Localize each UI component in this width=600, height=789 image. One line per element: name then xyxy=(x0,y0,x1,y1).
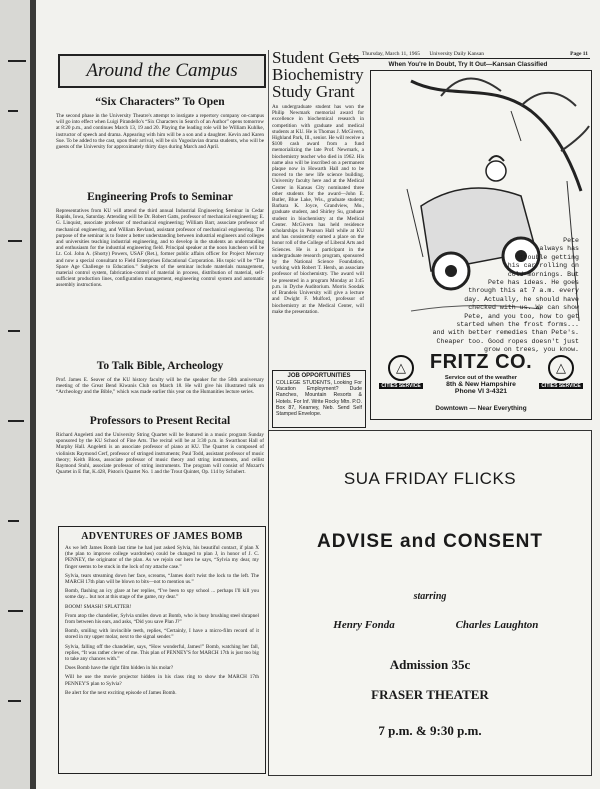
movie-title: ADVISE and CONSENT xyxy=(317,531,543,552)
admission-price: Admission 35c xyxy=(389,657,471,672)
bomb-paragraph: From atop the chandelier, Sylvia smiles down at Bomb, who is busy brushing steel shrapnel from between his ears, and asks, “Did you save Plan J?” xyxy=(65,612,259,626)
masthead-tagline: When You're In Doubt, Try It Out—Kansan Classified xyxy=(388,61,548,68)
fritz-service-line: Service out of the weather xyxy=(444,375,518,381)
star-name: Charles Laughton xyxy=(455,619,539,631)
ad-line: Pete has ideas. He goes xyxy=(487,279,579,287)
study-headline: Student Gets Biochemistry Study Grant xyxy=(272,48,364,101)
sua-flicks-ad xyxy=(268,430,592,776)
bomb-paragraph: Be alert for the next exciting episode of James Bomb. xyxy=(65,689,177,696)
triangle-icon: △ xyxy=(388,355,414,381)
job-title: JOB OPPORTUNITIES xyxy=(287,373,351,379)
show-times: 7 p.m. & 9:30 p.m. xyxy=(378,723,482,738)
story-headline: Professors to Present Recital xyxy=(89,415,231,427)
bomb-paragraph: Does Bomb have the right film hidden in his molar? xyxy=(65,665,174,672)
ad-line: Cheaper too. Good ropes doesn't just xyxy=(436,337,579,345)
ad-line: day. Actually, he should have xyxy=(464,295,579,303)
masthead xyxy=(362,51,588,57)
bomb-paragraph: Bomb, flashing an icy glare at her replies, “I've been to spy school ... perhaps I'll kill you some day... but not at this stage of the game, my dear.” xyxy=(65,588,259,601)
masthead-paper: University Daily Kansan xyxy=(429,51,485,57)
story-body: Prof. James E. Seaver of the KU history faculty will be the speaker for the 50th anniversary meeting of the Great Bend Kiwanis Club on March 18. He will give his illustrated talk on “Archeology and the Bible,” which was made earlier this year on the Humanities lecture series. xyxy=(56,377,264,396)
bomb-paragraph: Sylvia, falling off the chandelier, says, “How wonderful, James!” Bomb, watching her fall, replies, “It was rather clever of me. This plan of PENNEY'S for MARCH 17th is just too big to take any chances with.” xyxy=(65,643,259,663)
story-headline: Engineering Profs to Seminar xyxy=(87,191,233,203)
ad-line: always has xyxy=(539,245,579,253)
ad-line: Pete, and you too, how to get xyxy=(464,312,579,320)
story-headline: “Six Characters” To Open xyxy=(95,96,225,108)
fritz-info xyxy=(429,351,533,395)
bomb-paragraph: BOOM! SMASH! SPLATTER! xyxy=(65,603,132,610)
bomb-paragraph: Bomb, smiling with invincible teeth, replies, “Certainly, I have a micro-film record of it stored in my upper molar, next to the signal sender.” xyxy=(65,628,259,641)
bomb-title: ADVENTURES OF JAMES BOMB xyxy=(81,531,243,542)
fritz-footer: Downtown — Near Everything xyxy=(435,405,527,412)
job-opportunities-ad xyxy=(272,370,366,428)
fritz-address: 8th & New Hampshire xyxy=(446,381,516,388)
masthead-page: Page 11 xyxy=(570,51,588,57)
ad-line: trouble getting xyxy=(519,253,579,261)
fritz-name: FRITZ CO. xyxy=(429,351,533,373)
story-body: Richard Angeletti and the University String Quartet will be featured in a music program Sunday sponsored by the KU School of Fine Arts. The recital will be at 3:30 p.m. in Swarthout Hall of Murphy Hall. Angeletti is an associate professor of piano at KU. The Quartet is composed of violinists Raymond Cerf, professor of stringed instruments; Paul Todd, assistant professor of music theory; Keith Bloss, associate professor of music theory and string instruments, and cellist Raymond Stuhl, associate professor of string instruments. The program will consist of Mozart's Quartet in E flat, K.428, Piston's Quartet No. 1 and the Trout Quintet, Op. 114 by Schubert. xyxy=(56,432,264,476)
theater-name: FRASER THEATER xyxy=(371,687,489,702)
flicks-title: SUA FRIDAY FLICKS xyxy=(343,469,517,488)
badge-label: CITIES SERVICE xyxy=(539,383,583,389)
study-body: An undergraduate student has won the Philip Newmark memorial award for excellence in biochemical research in competition with graduate and medical students at KU. He is Thomas J. McGivern, Highland Park, Ill., senior. He will receive a $100 cash award from a fund memorializing the late Prof. Newmark, a biochemistry teacher who died in 1962. His name also will be inscribed on a permanent plaque now in Howarth Hall and to be moved to the new life science building. University faculty here and at the Medical Center in Kansas City nominated three other students for the award—John E. Butler, Blue Lake, Wis., graduate student; Barbara K. Joyce, Grandview, Mo., graduate student, and Shirley Su, graduate student in biochemistry at the Medical Center. McGivern has held residence scholarships in Pearson Hall while at KU and has consistently earned a place on the honor roll of the College of Liberal Arts and Sciences. He is a participant in the undergraduate research program, sponsored by the National Science Foundation, working with Robert T. Hersh, an associate professor of biochemistry. The award will be presented in a program Monday at 3:45 p.m. in Dyche Auditorium. Morris Soodak of Brandeis University will give a lecture and Dwight F. Mulford, professor of biochemistry at the Medical Center, will make the presentation. xyxy=(272,104,364,315)
story-body: Representatives from KU will attend the third annual Industrial Engineering Seminar in Cedar Rapids, Iowa, Saturday. Attending will be Dr. Robert Gatts, professor of mechanical engineering; E. G. Linquist, associate professor of mechanical engineering; William Barr, associate professor of mechanical engineering, and William Revland, assistant professor of mechanical engineering. The purpose of the seminar is to foster a better understanding between industrial engineers and colleges and universities teaching industrial engineering, and to develop in the students an understanding and enthusiasm for the industrial engineering field. Principal speaker at the noon luncheon will be Lt. Col. John A. (Shorty) Powers, USAF (Ret.), former public affairs officer for Project Mercury and now a special consultant to Field Enterprises Educational Corporation. His topic will be “The Space Age Challenge to Education.” Subjects of the seminar include materials management, material control system, fabrication-control of material in process, distribution of material, self-sufficient production lines, configuration management, engineering control system and automatic assembly instructions. xyxy=(56,208,264,289)
james-bomb-ad xyxy=(58,526,266,774)
story-body: The second phase in the University Theatre's attempt to instigate a repertory company on-campus will go into effect when Luigi Pirandello's “Six Characters in Search of an Author” opens tomorrow at 8:20 p.m., and continues March 13, 19 and 20. Playing the leading role will be William Kuhlke, instructor of speech and drama. Appearing with him will be a son and a daughter. Kevin and Karen Sue. To be added to the cast, upon their arrival, will be six Yugoslavian drama students, who will be guests of the University for approximately thirty days during March and April. xyxy=(56,113,264,151)
star-name: Henry Fonda xyxy=(333,619,395,631)
ad-line: through this at 7 a.m. every xyxy=(468,287,579,295)
adjacent-page-edge xyxy=(0,0,30,789)
cities-service-badge-left xyxy=(379,355,423,389)
ad-line: checked with us. We can show xyxy=(468,304,579,312)
campus-banner: Around the Campus xyxy=(58,54,266,88)
newspaper-page xyxy=(36,0,600,789)
fritz-ad-copy xyxy=(379,237,579,355)
ad-line: Pete xyxy=(563,237,579,244)
ad-line: grow on trees, you know. xyxy=(484,346,579,354)
bomb-paragraph: As we left James Bomb last time he had just asked Sylvia, his beautiful contact, if plan X (the plan to improve college wardrobes) could be changed to plan J, in honor of J. C. PENNEY, the originator of the plan. As we rejoin our hero he says, “Sylvia my dear, my finger seems to be stuck in the lock of my attache case.” xyxy=(65,545,259,570)
ad-line: cold mornings. But xyxy=(507,270,579,278)
fritz-co-ad xyxy=(370,70,592,420)
starring-label: starring xyxy=(413,591,447,602)
triangle-icon: △ xyxy=(548,355,574,381)
ad-line: his car rolling on xyxy=(507,262,579,270)
bomb-paragraph: Will he use the movie projector hidden in his class ring to show the MARCH 17th PENNEY'S plan to Sylvia? xyxy=(65,674,259,687)
ad-line: and with better remedies than Pete's. xyxy=(432,329,579,337)
bomb-paragraph: Sylvia, tears streaming down her face, screams, “James don't twist the lock to the left. The MARCH 17th plan will be blown to bits—not to mention us.” xyxy=(65,572,259,586)
story-headline: To Talk Bible, Archeology xyxy=(96,360,224,372)
ad-line: started when the frost forms... xyxy=(456,321,579,329)
cities-service-badge-right xyxy=(539,355,583,389)
badge-label: CITIES SERVICE xyxy=(379,383,423,389)
masthead-date: Thursday, March 11, 1965 xyxy=(362,51,420,57)
bomb-text xyxy=(59,545,265,696)
job-body: COLLEGE STUDENTS, Looking For Vacation Employment? Dude Ranches, Mountain Resorts & Hotels. For Inf. Write Rocky Mtn. P.O. Box 87, Kearney, Neb. Send Self Stamped Envelope. xyxy=(276,380,362,418)
fritz-phone: Phone VI 3-4321 xyxy=(454,388,508,395)
